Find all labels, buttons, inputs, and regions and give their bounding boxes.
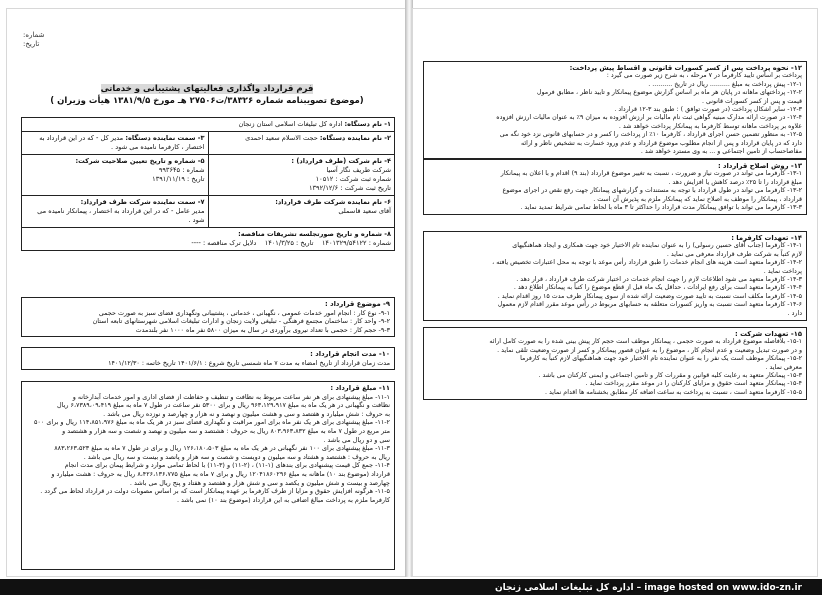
section-12: ۱۲- نحوه پرداخت پس از کسر کسورات قانونی و اقساط پیش پرداخت: پرداخت بر اساس تایید کارفرما در ۷ مرحله ، به شرح زیر صورت می گیرد : ۱۲-۱- پیش پرداخت به مبلغ .......... ریال در تاریخ .......... . ۱۲-۲- پرداختهای ماهانه در پایان هر ماه بر اساس گزارش موضوع پیمانکار و تایید ناظر ، مطابق فرمول قیمت و پس از کسر کسورات قانونی . ۱۲-۳- سایر اشکال پرداخت (در صورت توافق ) : طبق بند ۳-۱۲ قرارداد . ۱۲-۴- در صورت ارائه مدارک مبنیه گواهی ثبت نام مالیات بر ارزش افزوده به میزان ۹٪ به عنوان مالیات ارزش افزوده علاوه بر پرداخت ماهانه توسط کارفرما به پیمانکار پرداخت خواهد شد . ۱۲-۵- به منظور تضمین حسن اجرای قرارداد ، کارفرما ۱۰٪ از پرداخت را کسر و در حسابهای قانونی نزد خود نگه می دارد که در پایان قرارداد و پس از انجام مطلوب موضوع قرارداد و عدم ورود خسارت به تشخیص ناظر و ارائه مفاصاحساب از تامین اجتماعی و ... به وی مسترد خواهد شد . xyxy=(423,61,807,159)
s14-line: ۱۴-۲- کارفرما متعهد است هزینه های انجام خدمات را طبق قرارداد رأس موعد با توجه به محل اعتبارات تخصیص یافته ، xyxy=(492,259,802,267)
s14-line: ۱۴-۱- کارفرما (جناب آقای حسین رسولی) را به عنوان نماینده تام الاختیار خود جهت همکاری و ایجاد هماهنگیهای xyxy=(512,242,802,250)
number-label: شماره: xyxy=(23,31,45,39)
s12-line: قیمت و پس از کسر کسورات قانونی . xyxy=(702,97,802,105)
s14-line: ۱۴-۴- کارفرما متعهد است برای رفع ایرادات ، حداقل یک ماه قبل از قطع موضوع را کتباً به پیمانکار اطلاع دهد . xyxy=(513,284,802,292)
section-15: ۱۵- تعهدات شرکت : ۱۵-۱- بلافاصله موضوع قرارداد به صورت حجمی ، پیمانکار موظف است حجم کار پیش بینی شده را به صورت کامل ارائه و در صورت تبدیل وضعیت و عدم انجام کار ، موضوع را به عنوان قصور پیمانکار و کسر از صورت وضعیت تلقی نماید . ۱۵-۲- پیمانکار موظف است یک نفر را به عنوان نماینده تام الاختیار خود جهت هماهنگیهای لازم کتباً به کارفرما معرفی نماید . ۱۵-۳- پیمانکار متعهد به رعایت کلیه قوانین و مقررات کار و تامین اجتماعی و ایمنی کارکنان می باشد . ۱۵-۴- پیمانکار متعهد است حقوق و مزایای کارکنان را در موعد مقرر پرداخت نماید . ۱۵-۵- کارفرما متعهد است ، نسبت به پرداخت به ساعت اضافه کار مطابق بخشنامه ها اقدام نماید . xyxy=(423,327,807,400)
section-7: ۷- سمت نماینده شرکت طرف قرارداد: مدیر عامل - که در این قرارداد به اختصار ، پیمانکار نامیده می شود . xyxy=(22,196,209,228)
s14-line: ۱۴-۳- کارفرما متعهد می شود اطلاعات لازم را جهت انجام خدمات در اختیار شرکت طرف قرارداد ، قرار دهد . xyxy=(516,276,802,284)
right-page xyxy=(412,8,818,577)
s11-line: ۱۱-۱- مبلغ پیشنهادی برای هر نفر ساعت مربوط به نظافت و تنظیف و حفاظت از فضای اداری و امور خدمات آبدارخانه و xyxy=(72,392,390,401)
s11-line: متر مربع در طول ۷ ماه به مبلغ ۸۰۳،۹۶۳،۸۳۲ ریال به حروف : هشتصد و سه میلیون و نهصد و شصت و سه هزار و هشتصد و xyxy=(62,426,390,435)
section-4: ۴- نام شرکت (طرف قرارداد) : شرکت طریف نگار آسیا شماره ثبت شرکت : ۱۰۵۱۲ تاریخ ثبت شرکت : ۱۳۹۲/۱۲/۶ xyxy=(208,155,395,196)
s14-line: لازم کتباً به شرکت طرف قرارداد معرفی می نماید . xyxy=(666,250,802,258)
info-table xyxy=(21,117,395,251)
s9-line: ۹-۳- حجم کار : حجمی با تعداد نیروی برآوردی در سال به میزان ۵۸۰۰ نفر ماه ۱۰۰۰ نفر بلندمدت xyxy=(135,325,390,334)
section-10: ۱۰- مدت انجام قرارداد : مدت زمان قرارداد از تاریخ امضاء به مدت ۷ ماه شمسی تاریخ شروع : ۱۴۰۱/۶/۱ تاریخ خاتمه : ۱۴۰۱/۱۲/۳۰ xyxy=(21,347,395,370)
section-2: ۲- نام نماینده دستگاه: حجت الاسلام سعید احمدی xyxy=(208,132,395,155)
s15-line: معرفی نماید . xyxy=(765,363,802,371)
s15-line: ۱۵-۴- پیمانکار متعهد است حقوق و مزایای کارکنان را در موعد مقرر پرداخت نماید . xyxy=(585,380,802,388)
s10-line: مدت زمان قرارداد از تاریخ امضاء به مدت ۷ ماه شمسی تاریخ شروع : ۱۴۰۱/۶/۱ تاریخ خاتمه : ۱۴۰۱/۱۲/۳۰ xyxy=(108,358,390,367)
s15-line: ۱۵-۱- بلافاصله موضوع قرارداد به صورت حجمی ، پیمانکار موظف است حجم کار پیش بینی شده را به صورت کامل ارائه xyxy=(489,338,802,346)
s14-line: پرداخت نماید . xyxy=(763,267,802,275)
number-date-meta xyxy=(23,31,44,49)
form-title-line2: (موضوع تصویبنامه شماره ۳۸۳۲۶/ت۲۷۵۰۶ هـ مورخ ۱۳۸۱/۹/۵ هیأت وزیران ) xyxy=(50,96,364,106)
section-5: ۵- شماره و تاریخ تعیین صلاحیت شرکت: شماره : ۹۹۳۶۴۵ تاریخ : ۱۳۹۱/۱۱/۱۹ xyxy=(22,155,209,196)
s14-line: ۱۴-۶- کارفرما متعهد است نسبت به واریز کسورات متعلقه به حسابهای مربوط در رأس موعد مقرر اقدام لازم معمول xyxy=(497,301,802,309)
section-11: ۱۱- مبلغ قرارداد : ۱۱-۱- مبلغ پیشنهادی برای هر نفر ساعت مربوط به نظافت و تنظیف و حفاظت از فضای اداری و امور خدمات آبدارخانه و نظافت و نگهبانی در هر یک ماه به مبلغ ۹۶۳،۱۲۹،۹۱۷ ریال و برای ۵۳۰۰ نفر ساعت در طول ۷ ماه به مبلغ ۶،۷۳۸۹،۰۹،۴۱۹ ریال به حروف : شش میلیارد و هفتصد و سی و هشت میلیون و نهصد و نه هزار و چهارصد و نوزده ریال می باشد . ۱۱-۲- مبلغ پیشنهادی برای هر یک نفر ماه برای امور مراقبت و نگهداری فضای سبز در هر یک ماه به مبلغ ۱۱۴،۸۵۱،۹۷۶ ریال و برای ۵۰۰ متر مربع در طول ۷ ماه به مبلغ ۸۰۳،۹۶۳،۸۳۲ ریال به حروف : هشتصد و سه میلیون و نهصد و شصت و سه هزار و هشتصد و سی و دو ریال می باشد . ۱۱-۳- مبلغ پیشنهادی برای ۱۰۰ نفر نگهبانی در هر یک ماه به مبلغ ۱۲۶،۱۸۰،۵۰۳ ریال و برای در طول ۷ ماه به مبلغ ۸۸۳،۲۶۳،۵۲۳ ریال به حروف : هشتصد و هشتاد و سه میلیون و دویست و شصت و سه هزار و پانصد و بیست و سه ریال می باشد . ۱۱-۴- جمع کل قیمت پیشنهادی برای بندهای (۱-۱۱) ، (۲-۱۱) و (۳-۱۱) با لحاظ تمامی موارد و شرایط پیمان برای مدت انجام قرارداد (موضوع بند ۱۰) ماهانه به مبلغ ۱۲۰۴۱۸۶۰۲۹۶ ریال و برای ۷ ماه به مبلغ ۸،۴۲۶،۱۳۶،۷۷۵ ریال به حروف : هشت میلیارد و چهارصد و بیست و شش میلیون و یکصد و سی و شش هزار و هفتصد و هفتاد و پنج ریال می باشد . ۱۱-۵- هرگونه افزایش حقوق و مزایا از طرف کارفرما بر عهده پیمانکار است که بر اساس مصوبات دولت در قرارداد لحاظ می گردد . کارفرما ملزم به پرداخت مبالغ اضافی به این قرارداد (موضوع بند ۱۰) نمی باشد . xyxy=(21,381,395,570)
s12-line: مفاصاحساب از تامین اجتماعی و ... به وی مسترد خواهد شد . xyxy=(640,148,802,156)
s15-line: ۱۵-۵- کارفرما متعهد است ، نسبت به پرداخت به ساعت اضافه کار مطابق بخشنامه ها اقدام نماید . xyxy=(544,388,802,396)
date-label: تاریخ: xyxy=(23,40,40,48)
s12-line: علاوه بر پرداخت ماهانه توسط کارفرما به پیمانکار پرداخت خواهد شد . xyxy=(618,122,802,130)
watermark-text: اداره کل تبلیغات اسلامی زنجان – image hosted on www.ido-zn.ir xyxy=(494,583,802,593)
s12-line: دارد که در پایان قرارداد و پس از انجام مطلوب موضوع قرارداد و عدم ورود خسارت به تشخیص ناظر و ارائه xyxy=(520,139,802,147)
form-title-line1: فرم قرارداد واگذاری فعالیتهای پشتیبانی و خدماتی xyxy=(100,84,314,94)
s11-line: سی و دو ریال می باشد . xyxy=(323,435,390,444)
s13-line: ۱۳-۱- کارفرما می تواند در صورت نیاز و ضرورت ، نسبت به تغییر موضوع قرارداد (بند ۹) اقدام و با اعلان به پیمانکار xyxy=(500,170,802,178)
s14-line: دارد . xyxy=(787,309,802,317)
s11-line: چهارصد و بیست و شش میلیون و یکصد و سی و شش هزار و هفتصد و هفتاد و پنج ریال می باشد . xyxy=(129,478,390,487)
s11-line: ۱۱-۵- هرگونه افزایش حقوق و مزایا از طرف کارفرما بر عهده پیمانکار است که بر اساس مصوبات دولت در قرارداد لحاظ می گردد . xyxy=(40,487,390,496)
section-8: ۸- شماره و تاریخ صورتجلسه تشریفات مناقصه: شماره : ۱۴۰۱۳۲۹/۵۴۱۲۲ تاریخ : ۱۴۰۱/۳/۲۵ دلایل ترک مناقصه : ---- xyxy=(22,228,395,251)
s11-line: قرارداد (موضوع بند ۱۰) ماهانه به مبلغ ۱۲۰۴۱۸۶۰۲۹۶ ریال و برای ۷ ماه به مبلغ ۸،۴۲۶،۱۳۶،۷۷۵ ریال به حروف : هشت میلیارد و xyxy=(51,469,390,478)
s11-line: ۱۱-۴- جمع کل قیمت پیشنهادی برای بندهای (۱-۱۱) ، (۲-۱۱) و (۳-۱۱) با لحاظ تمامی موارد و شرایط پیمان برای مدت انجام xyxy=(64,461,390,470)
s9-line: ۹-۲- واحد کار : ساختمان مجتمع فرهنگی - تبلیغی ولایت زنجان و ادارات تبلیغات اسلامی شهرستانهای تابعه استان xyxy=(92,317,390,326)
s15-line: ۱۵-۳- پیمانکار متعهد به رعایت کلیه قوانین و مقررات کار و تامین اجتماعی و ایمنی کارکنان می باشد . xyxy=(538,372,802,380)
s9-line: ۹-۱- نوع کار : انجام امور خدمات عمومی ، نگهبانی ، خدماتی ، پشتیبانی ونگهداری فضای سبز به صورت حجمی xyxy=(98,308,390,317)
section-14: ۱۴- تعهدات کارفرما : ۱۴-۱- کارفرما (جناب آقای حسین رسولی) را به عنوان نماینده تام الاختیار خود جهت همکاری و ایجاد هماهنگیهای لازم کتباً به شرکت طرف قرارداد معرفی می نماید . ۱۴-۲- کارفرما متعهد است هزینه های انجام خدمات را طبق قرارداد رأس موعد با توجه به محل اعتبارات تخصیص یافته ، پرداخت نماید . ۱۴-۳- کارفرما متعهد می شود اطلاعات لازم را جهت انجام خدمات در اختیار شرکت طرف قرارداد ، قرار دهد . ۱۴-۴- کارفرما متعهد است برای رفع ایرادات ، حداقل یک ماه قبل از قطع موضوع را کتباً به پیمانکار اطلاع دهد . ۱۴-۵- کارفرما مکلف است نسبت به تایید صورت وضعیت ارائه شده از سوی پیمانکار ظرف مدت ۱۵ روز اقدام نماید . ۱۴-۶- کارفرما متعهد است نسبت به واریز کسورات متعلقه به حسابهای مربوط در رأس موعد مقرر اقدام لازم معمول دارد . xyxy=(423,231,807,321)
s15-line: ۱۵-۲- پیمانکار موظف است یک نفر را به عنوان نماینده تام الاختیار خود جهت هماهنگیهای لازم کتباً به کارفرما xyxy=(520,355,802,363)
s11-line: ریال به حروف : هشتصد و هشتاد و سه میلیون و دویست و شصت و سه هزار و پانصد و بیست و سه ریال می باشد . xyxy=(83,452,390,461)
s11-line: کارفرما ملزم به پرداخت مبالغ اضافی به این قرارداد (موضوع بند ۱۰) نمی باشد . xyxy=(176,495,390,504)
s12-line: ۱۲-۲- پرداختهای ماهانه در پایان هر ماه بر اساس گزارش موضوع پیمانکار و تایید ناظر ، مطابق فرمول xyxy=(536,89,802,97)
section-13: ۱۳- روش اصلاح قرارداد : ۱۳-۱- کارفرما می تواند در صورت نیاز و ضرورت ، نسبت به تغییر موضوع قرارداد (بند ۹) اقدام و با اعلان به پیمانکار مبلغ قرارداد را تا ۲۵٪ درصد کاهش یا افزایش دهد . ۱۳-۲- کارفرما می تواند در طول قرارداد با توجه به مستندات و گزارشهای پیمانکار جهت رفع نقص در اجرای موضوع قرارداد ، پیمانکار را موظف به اصلاح نماید که پیمانکار ملزم به پذیرش آن است . ۱۳-۳- کارفرما می تواند با توافق پیمانکار مدت قرارداد را حداکثر تا ۳ ماه با لحاظ تمامی شرایط تمدید نماید . xyxy=(423,159,807,215)
s11-line: نظافت و نگهبانی در هر یک ماه به مبلغ ۹۶۳،۱۲۹،۹۱۷ ریال و برای ۵۳۰۰ نفر ساعت در طول ۷ ماه به مبلغ ۶،۷۳۸۹،۰۹،۴۱۹ ریال xyxy=(57,401,390,410)
s12-line: ۱۲-۵- به منظور تضمین حسن اجرای قرارداد ، کارفرما ۱۰٪ از پرداخت را کسر و در حسابهای قانونی نزد خود نگه می xyxy=(499,131,802,139)
section-3: ۳- سمت نماینده دستگاه: مدیر کل - که در این قرارداد به اختصار ، کارفرما نامیده می شود . xyxy=(22,132,209,155)
section-6: ۶- نام نماینده شرکت طرف قرارداد: آقای سعید قاسملی xyxy=(208,196,395,228)
left-page xyxy=(6,8,408,577)
footer-bar xyxy=(0,579,822,595)
section-1: ۱- نام دستگاه: اداره کل تبلیغات اسلامی استان زنجان xyxy=(22,118,395,132)
s11-line: به حروف : شش میلیارد و هفتصد و سی و هشت میلیون و نهصد و نه هزار و چهارصد و نوزده ریال می باشد . xyxy=(103,409,390,418)
form-title xyxy=(27,83,387,107)
section-9: ۹- موضوع قرارداد : ۹-۱- نوع کار : انجام امور خدمات عمومی ، نگهبانی ، خدماتی ، پشتیبانی ونگهداری فضای سبز به صورت حجمی ۹-۲- واحد کار : ساختمان مجتمع فرهنگی - تبلیغی ولایت زنجان و ادارات تبلیغات اسلامی شهرستانهای تابعه استان ۹-۳- حجم کار : حجمی با تعداد نیروی برآوردی در سال به میزان ۵۸۰۰ نفر ماه ۱۰۰۰ نفر بلندمدت xyxy=(21,297,395,337)
s14-line: ۱۴-۵- کارفرما مکلف است نسبت به تایید صورت وضعیت ارائه شده از سوی پیمانکار ظرف مدت ۱۵ روز اقدام نماید . xyxy=(497,292,802,300)
s13-line: قرارداد ، پیمانکار را موظف به اصلاح نماید که پیمانکار ملزم به پذیرش آن است . xyxy=(593,195,802,203)
s12-line: ۱۲-۴- در صورت ارائه مدارک مبنیه گواهی ثبت نام مالیات بر ارزش افزوده به میزان ۹٪ به عنوان مالیات ارزش افزوده xyxy=(496,114,802,122)
s13-line: مبلغ قرارداد را تا ۲۵٪ درصد کاهش یا افزایش دهد . xyxy=(668,178,802,186)
s11-line: ۱۱-۲- مبلغ پیشنهادی برای هر یک نفر ماه برای امور مراقبت و نگهداری فضای سبز در هر یک ماه به مبلغ ۱۱۴،۸۵۱،۹۷۶ ریال و برای ۵۰۰ xyxy=(33,418,390,427)
s12-line: ۱۲-۳- سایر اشکال پرداخت (در صورت توافق ) : طبق بند ۳-۱۲ قرارداد . xyxy=(614,106,802,114)
s15-line: و در صورت تبدیل وضعیت و عدم انجام کار ، موضوع را به عنوان قصور پیمانکار و کسر از صورت وضعیت تلقی نماید . xyxy=(497,346,802,354)
s13-line: ۱۳-۳- کارفرما می تواند با توافق پیمانکار مدت قرارداد را حداکثر تا ۳ ماه با لحاظ تمامی شرایط تمدید نماید . xyxy=(520,204,802,212)
s12-line: ۱۲-۱- پیش پرداخت به مبلغ .......... ریال در تاریخ .......... . xyxy=(648,80,802,88)
s11-line: ۱۱-۳- مبلغ پیشنهادی برای ۱۰۰ نفر نگهبانی در هر یک ماه به مبلغ ۱۲۶،۱۸۰،۵۰۳ ریال و برای در طول ۷ ماه به مبلغ ۸۸۳،۲۶۳،۵۲۳ xyxy=(54,444,390,453)
s12-line: پرداخت بر اساس تایید کارفرما در ۷ مرحله ، به شرح زیر صورت می گیرد : xyxy=(606,72,802,80)
s13-line: ۱۳-۲- کارفرما می تواند در طول قرارداد با توجه به مستندات و گزارشهای پیمانکار جهت رفع نقص در اجرای موضوع xyxy=(502,187,802,195)
